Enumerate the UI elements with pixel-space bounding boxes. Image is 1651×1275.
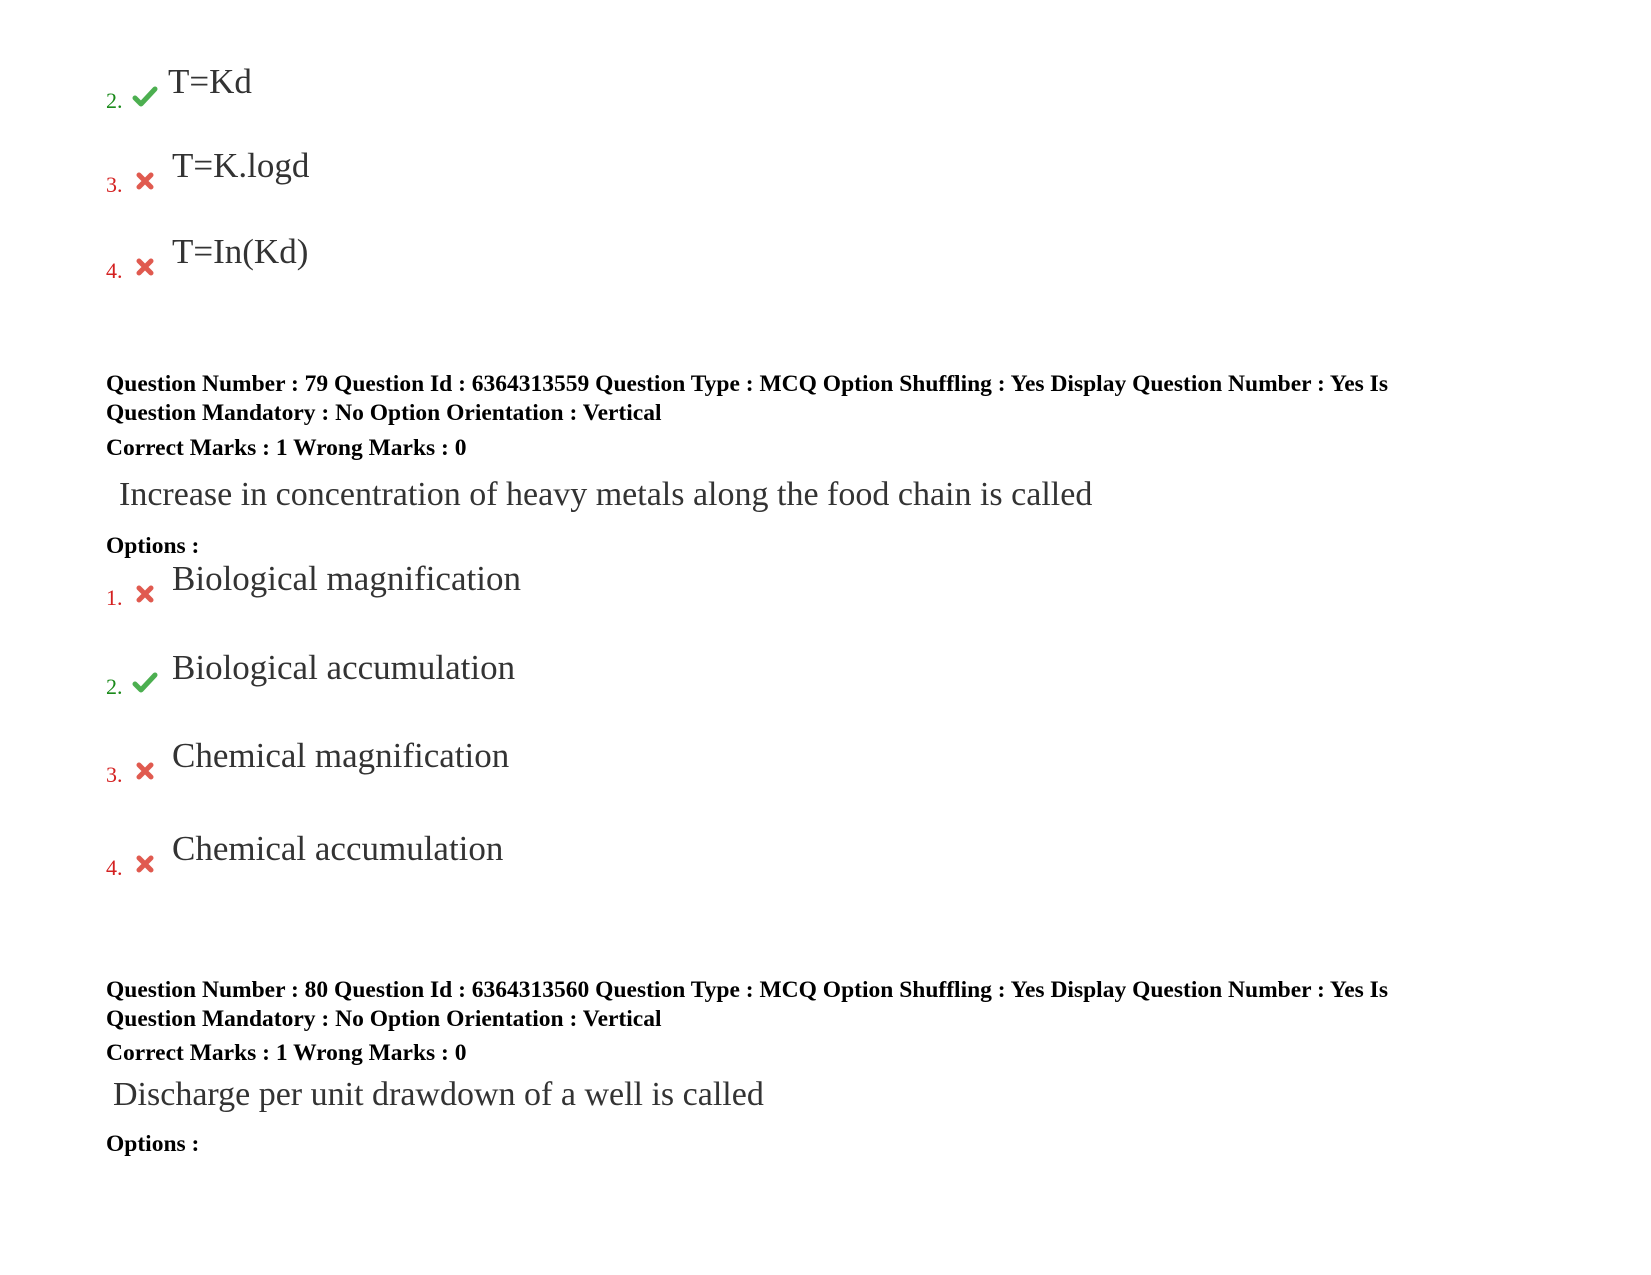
option-text: T=Kd [168, 62, 252, 101]
option-text: T=In(Kd) [172, 232, 309, 271]
cross-icon [132, 851, 158, 877]
option-number: 4. [106, 855, 123, 880]
cross-icon [132, 581, 158, 607]
question-meta-line: Question Number : 79 Question Id : 6364313559 Question Type : MCQ Option Shuffling : Yes Display Question Number : Yes Is [106, 371, 1388, 397]
check-icon [132, 670, 158, 696]
options-label: Options : [106, 1131, 200, 1157]
question-text: Discharge per unit drawdown of a well is called [113, 1076, 764, 1113]
option-text: Biological magnification [172, 559, 521, 598]
option-text: Biological accumulation [172, 648, 516, 687]
option-number: 3. [106, 762, 123, 787]
question-text: Increase in concentration of heavy metals along the food chain is called [119, 476, 1093, 513]
question-meta-line: Question Number : 80 Question Id : 6364313560 Question Type : MCQ Option Shuffling : Yes Display Question Number : Yes Is [106, 977, 1388, 1003]
option-number: 1. [106, 585, 123, 610]
option-text: Chemical magnification [172, 736, 510, 775]
option-number: 3. [106, 172, 123, 197]
question-meta [106, 370, 1546, 463]
question-meta-line: Question Mandatory : No Option Orientation : Vertical [106, 400, 662, 426]
option-text: Chemical accumulation [172, 829, 504, 868]
cross-icon [132, 254, 158, 280]
option-number: 4. [106, 258, 123, 283]
cross-icon [132, 168, 158, 194]
question-marks: Correct Marks : 1 Wrong Marks : 0 [106, 1040, 467, 1066]
option-number: 2. [106, 674, 123, 699]
question-meta [106, 976, 1546, 1068]
question-meta-line: Question Mandatory : No Option Orientation : Vertical [106, 1006, 662, 1032]
option-text: T=K.logd [172, 146, 310, 185]
option-number: 2. [106, 88, 123, 113]
cross-icon [132, 758, 158, 784]
options-label: Options : [106, 533, 200, 559]
question-marks: Correct Marks : 1 Wrong Marks : 0 [106, 435, 467, 461]
check-icon [132, 84, 158, 110]
